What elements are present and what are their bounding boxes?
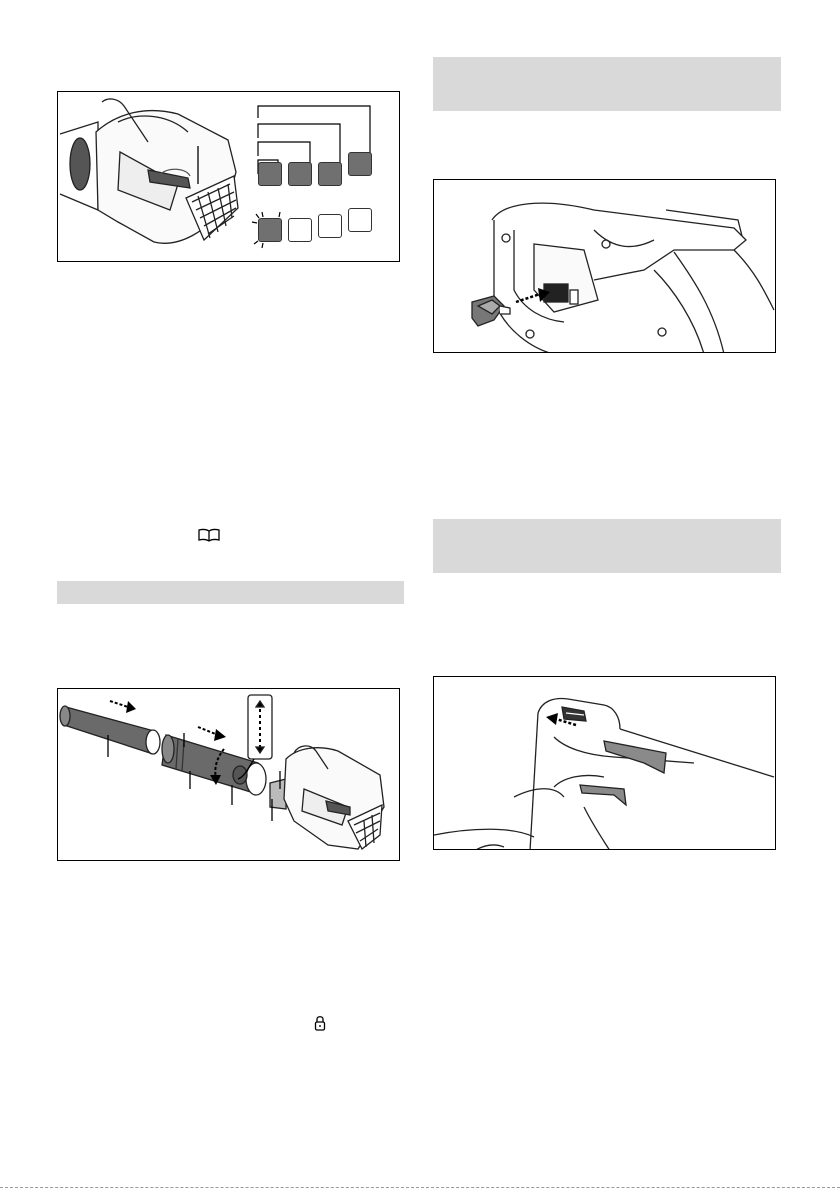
led-2-off [288, 218, 312, 242]
led-4-on [348, 152, 372, 176]
page-bottom-rule [0, 1187, 840, 1188]
blink-rays-icon [250, 210, 290, 250]
padlock-icon [314, 1015, 326, 1031]
led-1-on [258, 162, 282, 186]
throttle-lock-slide-figure [433, 676, 776, 850]
led-4-off [348, 208, 372, 232]
safety-key-insert-figure [433, 179, 776, 353]
blower-tube-assembly-figure [57, 688, 400, 861]
section-heading-bar-3 [433, 519, 781, 573]
book-icon [198, 528, 220, 542]
led-3-on [318, 162, 342, 186]
led-2-on [288, 162, 312, 186]
tube-assembly-drawing [58, 689, 400, 861]
handle-with-key-slot-drawing [434, 180, 776, 353]
section-heading-bar [57, 581, 404, 604]
handle-top-slider-drawing [434, 677, 776, 850]
section-heading-bar-2 [433, 57, 781, 111]
led-3-off [318, 214, 342, 238]
battery-charge-indicator-figure [57, 91, 400, 262]
